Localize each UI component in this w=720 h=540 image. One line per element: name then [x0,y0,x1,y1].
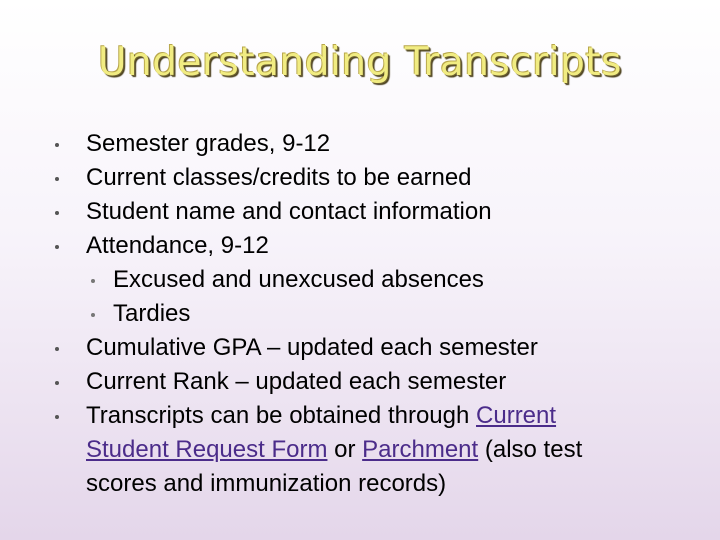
sub-list-item [0,297,720,331]
list-item [0,399,720,433]
bullet-text: Current classes/credits to be earned [86,164,472,191]
bullet-text: Cumulative GPA – updated each semester [86,334,538,361]
sub-bullet-text: Tardies [113,300,191,327]
current-student-request-form-link[interactable]: Current [476,402,557,429]
bullet-text-segment: Transcripts can be obtained through [86,402,477,429]
list-item [0,331,720,365]
bullet-text-line-2 [86,433,582,467]
list-item-continuation [0,433,720,467]
bullet-text-segment: (also test [478,436,583,463]
sub-bullet-dot-icon [91,279,95,283]
bullet-text: Student name and contact information [86,198,492,225]
list-item [0,195,720,229]
parchment-link[interactable]: Parchment [362,436,479,463]
bullet-dot-icon [55,381,59,385]
list-item [0,161,720,195]
bullet-text-line-1 [86,399,556,433]
list-item [0,229,720,263]
list-item [0,127,720,161]
slide-title: Understanding Transcripts [98,40,622,85]
bullet-dot-icon [55,347,59,351]
bullet-text: Semester grades, 9-12 [86,130,331,157]
bullet-text: Current Rank – updated each semester [86,368,507,395]
bullet-dot-icon [55,245,59,249]
list-item [0,365,720,399]
sub-bullet-dot-icon [91,313,95,317]
bullet-text-segment: or [327,436,363,463]
list-item-continuation [0,467,720,501]
bullet-text-line-3: scores and immunization records) [86,470,447,497]
bullet-text: Attendance, 9-12 [86,232,269,259]
bullet-dot-icon [55,211,59,215]
sub-bullet-text: Excused and unexcused absences [113,266,484,293]
bullet-dot-icon [55,177,59,181]
sub-list-item [0,263,720,297]
current-student-request-form-link-cont[interactable]: Student Request Form [86,436,328,463]
bullet-dot-icon [55,415,59,419]
bullet-dot-icon [55,143,59,147]
